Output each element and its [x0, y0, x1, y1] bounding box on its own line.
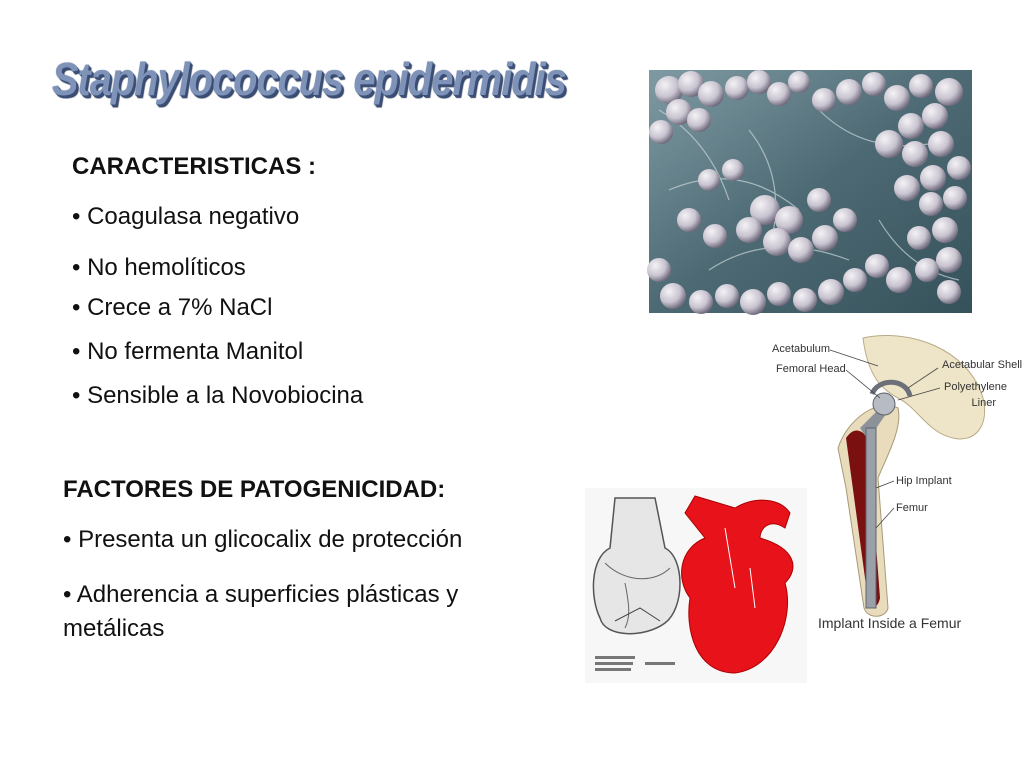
label-hip-implant: Hip Implant [896, 475, 952, 487]
label-polyethylene: Polyethylene [944, 381, 1007, 393]
factores-heading: FACTORES DE PATOGENICIDAD: [63, 476, 446, 503]
label-acetabular-shell: Acetabular Shell [942, 359, 1023, 371]
caracteristica-item: • No fermenta Manitol [72, 338, 304, 365]
hip-figure-caption: Implant Inside a Femur [818, 615, 962, 631]
caracteristica-item: • Coagulasa negativo [72, 203, 300, 230]
label-acetabulum: Acetabulum [772, 343, 831, 355]
label-femoral-head: Femoral Head [776, 363, 846, 375]
microscopy-image [649, 70, 972, 313]
factor-item: • Presenta un glicocalix de protección [63, 526, 463, 553]
slide-title: Staphylococcus epidermidis [52, 53, 567, 105]
caracteristica-item: • Crece a 7% NaCl [72, 294, 273, 321]
caracteristica-item: • Sensible a la Novobiocina [72, 382, 364, 409]
label-femur: Femur [896, 502, 928, 514]
heart-valve-figure [585, 488, 807, 683]
factor-item: • Adherencia a superficies plásticas y metálicas [63, 581, 459, 642]
caracteristicas-heading: CARACTERISTICAS : [72, 153, 316, 180]
label-liner: Liner [971, 397, 996, 409]
caracteristica-item: • No hemolíticos [72, 254, 246, 281]
